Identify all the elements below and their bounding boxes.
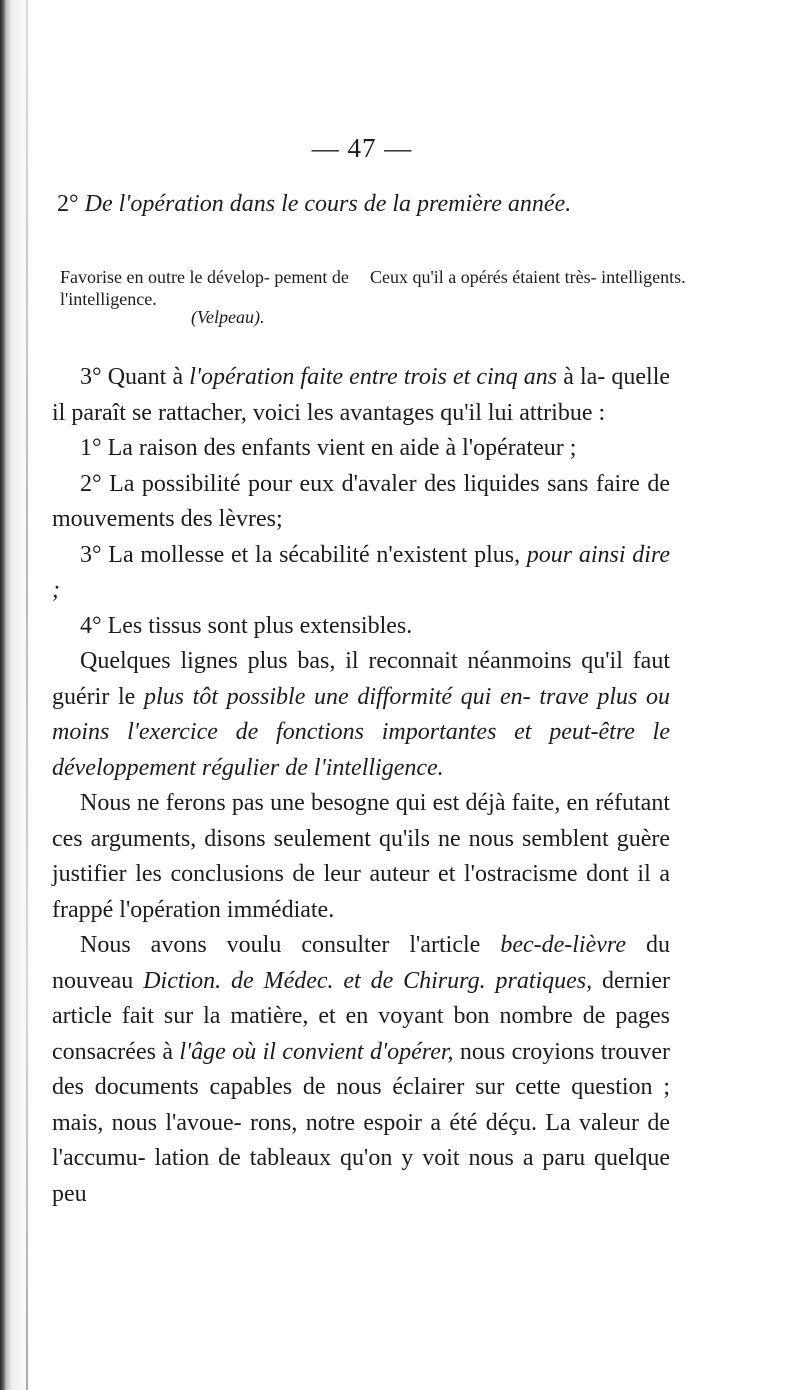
paragraph	[52, 928, 670, 1212]
italic-run: l'âge où il convient d'opérer,	[179, 1038, 454, 1065]
column-right: Ceux qu'il a opérés étaient très- intelligents.	[370, 267, 686, 287]
heading-text: De l'opération dans le cours de la première année.	[84, 191, 572, 217]
paragraph: 4° Les tissus sont plus extensibles.	[80, 612, 413, 639]
paragraph: Nous ne ferons pas une besogne qui est déjà faite, en réfutant ces arguments, disons seulement qu'ils ne nous semblent guère justifier les conclusions de leur auteur et l'ostracisme dont il a frappé l'opération immédiate.	[52, 790, 670, 923]
italic-run: bec-de-lièvre	[500, 932, 626, 958]
text-run: dernier article fait sur la matière, et en voyant bon nombre de pages consacrées à	[52, 967, 670, 1065]
page-edge-line	[26, 0, 28, 1390]
body-text	[52, 360, 670, 1212]
italic-run: l'opération faite entre trois et cinq ans	[189, 364, 558, 390]
paragraph	[52, 644, 670, 786]
italic-run: plus tôt possible une difformité qui en- trave plus ou moins l'exercice de fonctions importantes et peut-être le développement régulier de l'intelligence.	[52, 683, 671, 781]
paragraph	[52, 538, 670, 609]
text-run: 3° Quant à	[80, 364, 190, 390]
italic-run: pour ainsi dire ;	[52, 541, 670, 603]
section-heading	[57, 191, 717, 218]
text-run: Quelques lignes plus bas, il reconnait néanmoins qu'il faut guérir le	[52, 648, 670, 710]
text-run: du nouveau	[52, 932, 671, 994]
attribution: (Velpeau).	[191, 307, 265, 327]
text-run: Nous avons voulu consulter l'article	[80, 932, 501, 958]
paragraph: 2° La possibilité pour eux d'avaler des liquides sans faire de mouvements des lèvres;	[52, 470, 670, 532]
heading-number: 2°	[57, 191, 79, 217]
column-left: Favorise en outre le dévelop- pement de l'intelligence.	[60, 267, 349, 309]
paragraph	[52, 360, 670, 431]
italic-run: Diction. de Médec. et de Chirurg. pratiques,	[143, 967, 593, 994]
page-number: — 47 —	[311, 133, 413, 163]
text-run: à la- quelle il paraît se rattacher, voici les avantages qu'il lui attribue :	[52, 364, 671, 426]
text-run: nous croyions trouver des documents capables de nous éclairer sur cette question ; mais, nous l'avoue- rons, notre espoir a été déçu. La valeur de l'accumu- lation de tableaux qu'on y voit nous a paru quelque peu	[52, 1038, 670, 1207]
page-gutter-shadow	[0, 0, 34, 1390]
text-run: 3° La mollesse et la sécabilité n'existent plus,	[80, 541, 527, 568]
paragraph: 1° La raison des enfants vient en aide à l'opérateur ;	[80, 435, 577, 461]
